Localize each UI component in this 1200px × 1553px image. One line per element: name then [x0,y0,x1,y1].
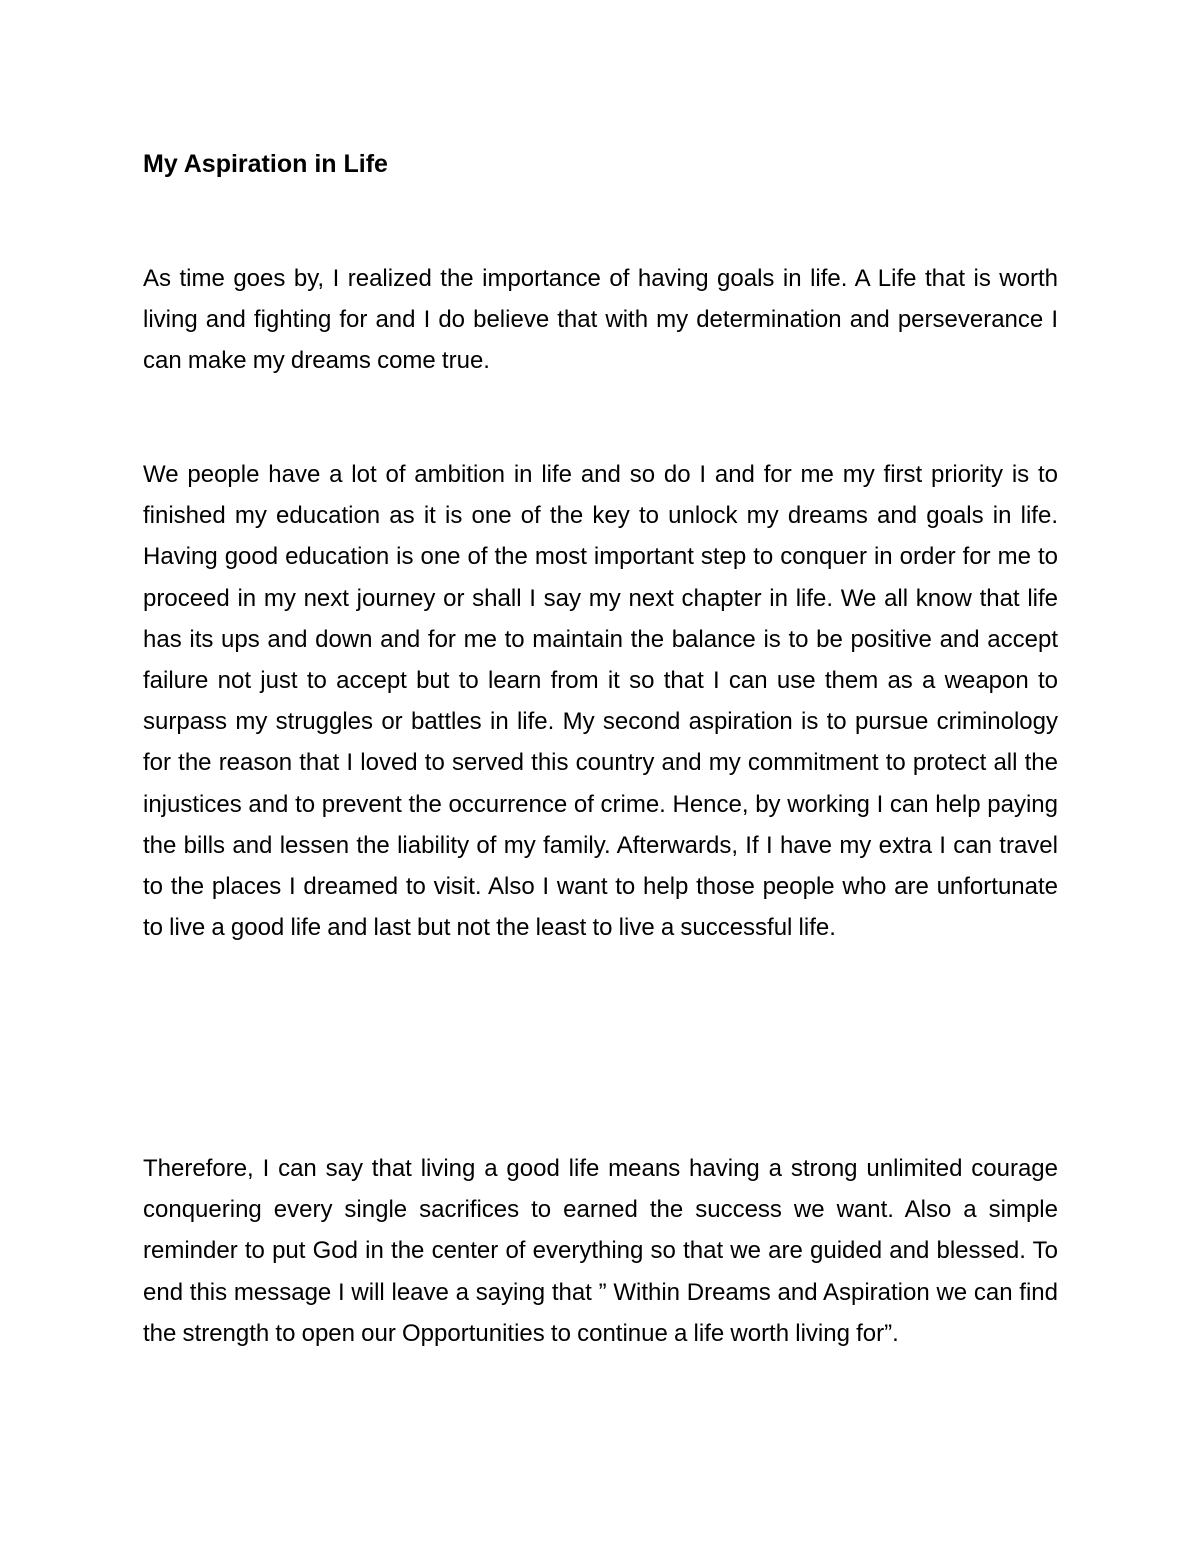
paragraph-body: We people have a lot of ambition in life and so do I and for me my first priority is to finished my education as it is one of the key to unlock my dreams and goals in life. Having good education is one of the most important step to conquer in order for me to proceed in my next journey or shall I say my next chapter in life. We all know that life has its ups and down and for me to maintain the balance is to be positive and accept failure not just to accept but to learn from it so that I can use them as a weapon to surpass my struggles or battles in life. My second aspiration is to pursue criminology for the reason that I loved to served this country and my commitment to protect all the injustices and to prevent the occurrence of crime. Hence, by working I can help paying the bills and lessen the liability of my family. Afterwards, If I have my extra I can travel to the places I dreamed to visit. Also I want to help those people who are unfortunate to live a good life and last but not the least to live a successful life. [143,461,1058,942]
paragraph-conclusion: Therefore, I can say that living a good life means having a strong unlimited courage conquering every single sacrifices to earned the success we want. Also a simple reminder to put God in the center of everything so that we are guided and blessed. To end this message I will leave a saying that ” Within Dreams and Aspiration we can find the strength to open our Opportunities to continue a life worth living for”. [143,1155,1058,1347]
document-title: My Aspiration in Life [143,150,388,178]
paragraph-intro: As time goes by, I realized the importance of having goals in life. A Life that is worth living and fighting for and I do believe that with my determination and perseverance I can make my dreams come true. [143,265,1058,375]
